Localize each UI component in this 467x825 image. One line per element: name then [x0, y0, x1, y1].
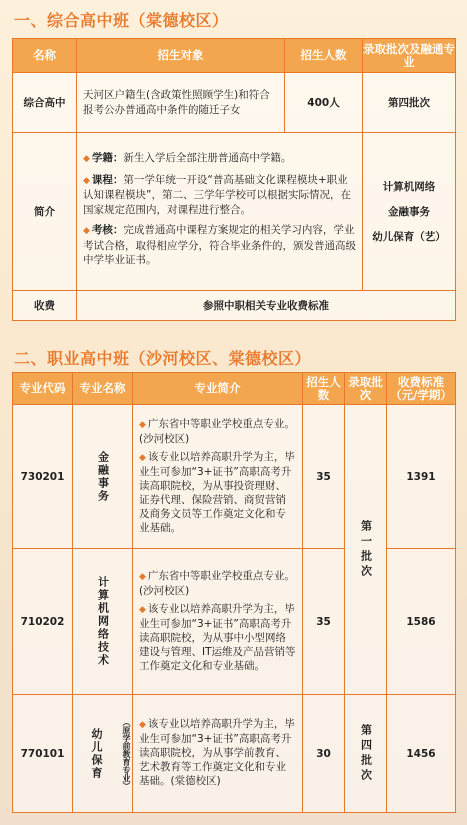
vocational-class-table	[12, 372, 456, 813]
row-target: 天河区户籍生(含政策性照顾学生)和符合报考公办普通高中条件的随迁子女	[77, 73, 285, 133]
diamond-icon: ◆	[139, 452, 146, 463]
major-count: 30	[303, 695, 345, 813]
header-count: 招生人数	[285, 39, 363, 73]
fee-text: 参照中职相关专业收费标准	[77, 291, 456, 321]
fee-label: 收费	[13, 291, 77, 321]
major-name: 幼儿保育	[90, 727, 103, 780]
major-item: 金融事务	[388, 206, 430, 218]
major-code: 730201	[13, 405, 73, 549]
major-fee: 1391	[387, 405, 456, 549]
major-intro: ◆ 广东省中等职业学校重点专业。(沙河校区) ◆ 该专业以培养高职升学为主，毕业生可参加“3+证书”高职高考升读高职院校，为从事中小型网络建设与管理、IT运维及产品营销等工作奠定文化和专业基础。	[133, 549, 303, 695]
section2-title: 二、职业高中班（沙河校区、棠德校区）	[14, 349, 312, 368]
major-intro: ◆ 该专业以培养高职升学为主，毕业生可参加“3+证书”高职高考升读高职院校，为从事学前教育、艺术教育等工作奠定文化和专业基础。(棠德校区)	[133, 695, 303, 813]
diamond-icon: ◆	[83, 175, 90, 186]
batch-cell	[345, 695, 387, 813]
major-name-cell	[73, 405, 133, 549]
header-name: 名称	[13, 39, 77, 73]
major-code: 770101	[13, 695, 73, 813]
major-item: 幼儿保育（艺）	[372, 231, 446, 243]
row-name: 综合高中	[13, 73, 77, 133]
header-fee: 收费标准（元/学期）	[387, 373, 456, 405]
intro-content	[77, 133, 363, 291]
intro-label: 简介	[13, 133, 77, 291]
comprehensive-class-table	[12, 38, 456, 321]
diamond-icon: ◆	[139, 419, 146, 430]
intro-item: ◆ 学籍：新生入学后全部注册普通高中学籍。	[83, 152, 292, 165]
major-fee: 1456	[387, 695, 456, 813]
major-name-note: （原学前教育专业）	[122, 717, 131, 790]
diamond-icon: ◆	[139, 720, 146, 730]
section1-title: 一、综合高中班（棠德校区）	[14, 11, 229, 30]
header-batch: 录取批次	[345, 373, 387, 405]
major-item: 计算机网络	[382, 181, 436, 193]
header-target: 招生对象	[77, 39, 285, 73]
major-count: 35	[303, 549, 345, 695]
row-batch: 第四批次	[363, 73, 456, 133]
batch-label: 第四批次	[359, 723, 373, 784]
diamond-icon: ◆	[83, 154, 90, 165]
major-name: 计算机网络技术	[96, 576, 110, 667]
intro-item: ◆ 考核：完成普通高中课程方案规定的相关学习内容，学业考试合格，取得相应学分，符合毕业条件的，颁发普通高级中学毕业证书。	[83, 224, 356, 267]
major-fee: 1586	[387, 549, 456, 695]
batch-label: 第一批次	[359, 519, 373, 580]
majors-list	[363, 133, 456, 291]
diamond-icon: ◆	[139, 604, 146, 615]
diamond-icon: ◆	[139, 571, 146, 582]
diamond-icon: ◆	[83, 226, 90, 237]
major-code: 710202	[13, 549, 73, 695]
header-major: 专业名称	[73, 373, 133, 405]
major-name-cell	[73, 549, 133, 695]
major-name-cell	[73, 695, 133, 813]
batch-cell	[345, 405, 387, 695]
header-intro: 专业简介	[133, 373, 303, 405]
major-name: 金融事务	[96, 450, 110, 503]
intro-item: ◆ 课程：第一学年统一开设“普高基础文化课程模块+职业认知课程模块”，第二、三学年学校可以根据实际情况，在国家规定范围内，对课程进行整合。	[83, 173, 351, 216]
header-code: 专业代码	[13, 373, 73, 405]
header-count: 招生人数	[303, 373, 345, 405]
header-batch: 录取批次及融通专业	[363, 39, 456, 73]
row-count: 400人	[285, 73, 363, 133]
major-count: 35	[303, 405, 345, 549]
major-intro: ◆ 广东省中等职业学校重点专业。(沙河校区) ◆ 该专业以培养高职升学为主，毕业生可参加“3+证书”高职高考升读高职院校，为从事投资理财、证券代理、保险营销、商贸营销及商务文员等工作奠定文化和专业基础。	[133, 405, 303, 549]
